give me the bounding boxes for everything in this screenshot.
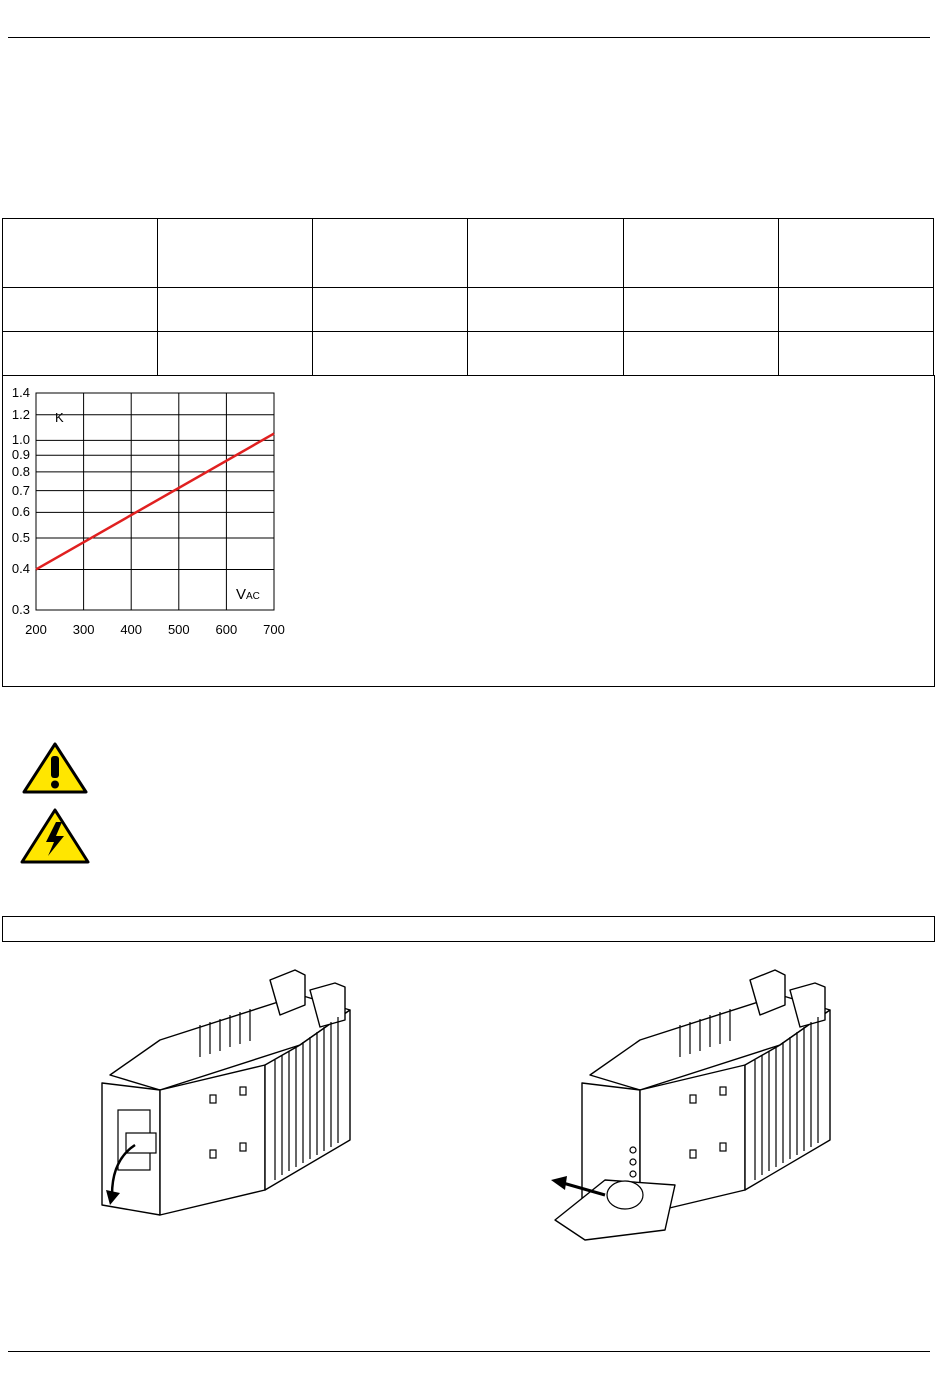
table-row xyxy=(3,288,934,332)
header-rule xyxy=(8,37,930,38)
table-cell xyxy=(468,219,623,288)
table-cell xyxy=(158,332,313,376)
series-line xyxy=(36,434,274,570)
x-tick-label: 500 xyxy=(167,622,190,637)
y-tick-label: 0.8 xyxy=(11,463,30,479)
table-cell xyxy=(158,288,313,332)
table-cell xyxy=(778,219,933,288)
table-header-row xyxy=(3,219,934,288)
x-tick-label: 200 xyxy=(25,622,47,637)
table-cell xyxy=(778,288,933,332)
spec-table xyxy=(2,218,934,376)
device-cover-open-illustration xyxy=(90,965,360,1240)
chart-plot-area xyxy=(0,380,300,650)
y-tick-label: 1.4 xyxy=(11,385,30,400)
table-cell xyxy=(3,288,158,332)
table-cell xyxy=(313,288,468,332)
table-cell xyxy=(3,219,158,288)
x-axis-label xyxy=(236,586,260,603)
x-tick-label: 300 xyxy=(72,622,95,637)
y-tick-label: 0.5 xyxy=(11,530,30,546)
y-tick-label: 0.9 xyxy=(11,447,30,463)
x-axis-label-main: V xyxy=(236,586,247,603)
y-tick-label: 1.0 xyxy=(11,432,30,448)
table-cell xyxy=(778,332,933,376)
table-row xyxy=(3,332,934,376)
warning-exclamation-icon xyxy=(22,742,88,794)
x-tick-label: 700 xyxy=(263,622,285,637)
table-cell xyxy=(623,332,778,376)
table-cell xyxy=(313,219,468,288)
table-cell xyxy=(468,288,623,332)
table-cell xyxy=(623,219,778,288)
y-tick-label: 0.6 xyxy=(11,504,30,520)
y-axis-label: K xyxy=(55,410,64,425)
table-cell xyxy=(3,332,158,376)
high-voltage-icon xyxy=(20,808,90,864)
y-tick-label: 0.3 xyxy=(11,602,30,617)
x-tick-label: 400 xyxy=(120,622,143,637)
x-axis-label-sub: AC xyxy=(246,591,260,602)
footer-rule xyxy=(8,1351,930,1352)
y-tick-label: 1.2 xyxy=(11,406,30,422)
y-tick-label: 0.4 xyxy=(11,561,30,577)
table-cell xyxy=(623,288,778,332)
table-cell xyxy=(158,219,313,288)
y-tick-label: 0.7 xyxy=(11,482,30,498)
x-tick-label: 600 xyxy=(215,622,238,637)
device-module-extract-illustration xyxy=(545,950,855,1245)
table-cell xyxy=(468,332,623,376)
table-cell xyxy=(313,332,468,376)
section-title-box xyxy=(2,916,935,942)
k-factor-chart xyxy=(0,380,300,650)
